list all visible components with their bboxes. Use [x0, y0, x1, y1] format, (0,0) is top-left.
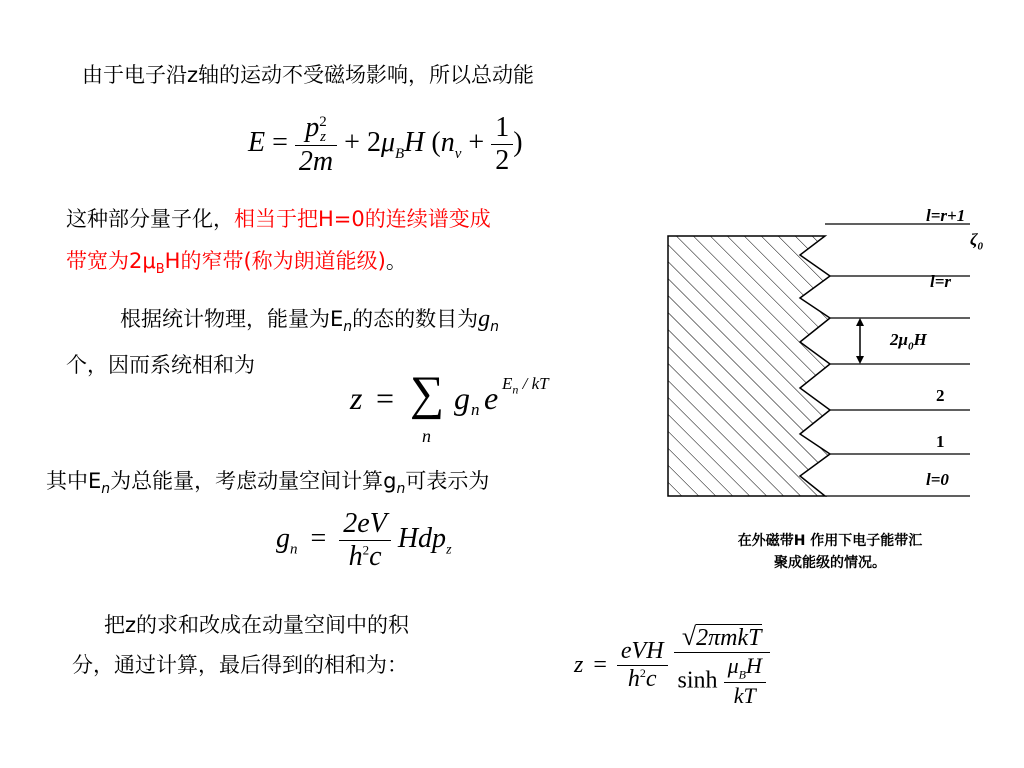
para2-red-line2a: 带宽为2μ	[66, 249, 156, 273]
eq1-equals: =	[272, 127, 288, 159]
para3-text-b: 的态的数目为	[352, 307, 479, 331]
equation-final-sum	[574, 622, 770, 709]
para3-g: g	[478, 306, 491, 332]
fermi-level-label	[970, 230, 983, 252]
para2-red-line1: 相当于把H=0的连续谱变成	[234, 207, 491, 231]
para4-text-a: 其中E	[46, 469, 102, 493]
band-width-arrow	[856, 318, 864, 364]
eq1-plus: +	[344, 127, 360, 159]
eq2-sigma: ∑	[410, 367, 445, 420]
para4-sub-a: n	[101, 481, 111, 498]
para3-text-a: 根据统计物理，能量为E	[120, 307, 344, 331]
eq1-H: H	[404, 127, 425, 159]
equation-state-count	[276, 508, 452, 573]
eq1-E: E	[248, 127, 266, 159]
eq4-inner-H: H	[745, 653, 762, 678]
eq2-exponent	[502, 374, 549, 397]
paragraph-statistics	[66, 300, 646, 384]
para3-line2: 个，因而系统相和为	[66, 353, 255, 378]
hatched-band-figure	[640, 200, 1020, 520]
width-mu: 2μ	[890, 330, 908, 349]
para3-g-sub: n	[490, 319, 500, 336]
eq4-inner-mu: μ	[727, 653, 739, 678]
sqrt-icon: √	[681, 622, 697, 651]
paragraph-intro	[82, 56, 534, 94]
eq2-z: z	[350, 380, 363, 416]
eq4-sqrt	[674, 622, 770, 653]
eq4-sinh-den	[674, 653, 770, 709]
eq4-fraction1	[617, 638, 668, 693]
eq1-mu: μ	[380, 127, 395, 159]
caption-line1: 在外磁带H 作用下电子能带汇	[737, 533, 923, 549]
eq2-e: e	[484, 380, 499, 416]
eq2-exp-E: E	[502, 374, 513, 393]
eq2-equals: =	[376, 380, 395, 416]
caption-line2: 聚成能级的情况。	[774, 555, 886, 571]
eq3-fraction	[339, 508, 391, 573]
eq4-inner-fraction	[724, 653, 766, 709]
eq3-den-c: c	[369, 541, 382, 572]
paragraph-integral	[72, 606, 409, 684]
paragraph-quantization	[66, 200, 646, 289]
eq3-num: 2eV	[339, 508, 391, 541]
eq4-den1-h: h	[627, 666, 640, 693]
level-label-top: l=r+1	[926, 206, 966, 225]
para3-sub-a: n	[343, 319, 353, 336]
para5-line2: 分，通过计算，最后得到的相和为：	[72, 653, 408, 677]
para2-black-text: 这种部分量子化，	[66, 207, 234, 231]
para4-text-c: 可表示为	[405, 469, 490, 493]
equation-total-energy	[248, 112, 523, 178]
eq3-rest-sub: z	[446, 542, 452, 558]
eq2-exp-sub: n	[512, 382, 519, 397]
eq3-den-h: h	[348, 541, 363, 572]
eq4-sinh: sinh	[677, 667, 718, 694]
eq4-sqrt-body: 2πmkT	[696, 625, 762, 651]
eq3-rest: Hdp	[397, 522, 447, 554]
eq2-exp-rest: / kT	[518, 374, 549, 393]
eq2-g: g	[454, 380, 470, 416]
paragraph-intro-text: 由于电子沿z轴的运动不受磁场影响，所以总动能	[82, 63, 535, 87]
eq4-den1-c: c	[645, 666, 657, 693]
level-label-r: l=r	[930, 272, 952, 291]
eq1-half-num: 1	[491, 112, 513, 145]
para2-red-sub: B	[155, 262, 165, 278]
eq2-sigma-sub: n	[422, 426, 431, 446]
para2-period: 。	[385, 249, 407, 273]
eq3-den-sup: 2	[362, 542, 370, 558]
eq1-lparen: (	[431, 127, 441, 159]
eq1-p-sub: z	[320, 128, 326, 145]
band-width-label	[890, 330, 927, 352]
eq1-n-sub: v	[454, 145, 462, 162]
level-label-2: 2	[936, 386, 945, 405]
eq4-fraction2	[674, 622, 770, 709]
eq1-kinetic-fraction	[295, 112, 337, 178]
para5-line1: 把z的求和改成在动量空间中的积	[104, 613, 410, 637]
eq4-num1: eVH	[617, 638, 668, 666]
level-label-1: 1	[936, 432, 945, 451]
eq1-denominator: 2m	[298, 145, 334, 177]
eq1-mu-sub: B	[395, 145, 405, 162]
zeta-sub: 0	[977, 240, 983, 253]
eq4-equals: =	[593, 652, 607, 679]
eq1-n: n	[440, 127, 455, 159]
width-sub: 0	[907, 340, 914, 353]
width-H: H	[913, 330, 927, 349]
eq1-half-fraction	[491, 112, 513, 177]
eq3-g-sub: n	[290, 541, 298, 558]
landau-level-diagram	[640, 200, 1020, 520]
eq4-inner-sub: B	[738, 667, 746, 682]
para4-sub-b: n	[396, 481, 406, 498]
para2-red-line2b: H的窄带(称为朗道能级)	[164, 249, 386, 273]
eq1-coef: 2	[366, 127, 381, 159]
eq3-equals: =	[310, 522, 327, 554]
diagram-caption	[690, 530, 970, 574]
eq2-g-sub: n	[471, 400, 480, 419]
eq1-plus2: +	[468, 127, 485, 159]
eq3-g: g	[276, 522, 290, 554]
eq1-rparen: )	[513, 127, 523, 159]
eq4-z: z	[574, 652, 584, 679]
band-region	[668, 236, 830, 496]
level-label-0: l=0	[926, 470, 949, 489]
paragraph-density	[46, 462, 489, 508]
level-lines	[825, 224, 970, 496]
eq4-den1-sup: 2	[639, 666, 646, 681]
eq1-half-den: 2	[495, 145, 510, 177]
eq1-p-sup: 2	[319, 113, 327, 130]
para4-text-b: 为总能量，考虑动量空间计算g	[110, 469, 397, 493]
eq4-inner-den: kT	[733, 683, 756, 709]
eq1-p: p	[305, 112, 320, 143]
zeta-symbol: ζ	[970, 230, 978, 249]
